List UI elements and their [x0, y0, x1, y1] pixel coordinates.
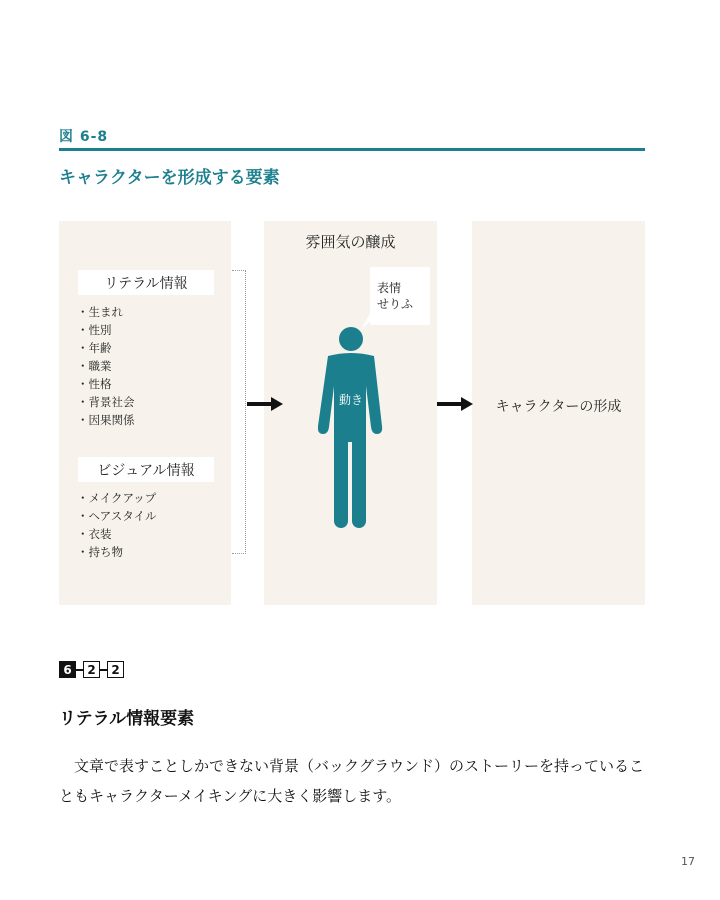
character-formation-label: キャラクターの形成	[495, 399, 622, 415]
section-number	[59, 661, 124, 678]
list-item: ・職業	[77, 359, 112, 373]
literal-list	[77, 303, 135, 429]
atmosphere-title: 雰囲気の醸成	[305, 233, 396, 251]
section-number-dash	[76, 669, 83, 671]
section-number-dash	[100, 669, 107, 671]
figure-title: キャラクターを形成する要素	[59, 168, 280, 188]
bubble-line-dialogue: せりふ	[377, 297, 414, 311]
list-item: ・性別	[77, 323, 112, 337]
figure-divider	[59, 148, 645, 151]
section-title: リテラル情報要素	[59, 709, 195, 729]
list-item: ・持ち物	[77, 545, 123, 559]
list-item: ・背景社会	[77, 395, 135, 409]
list-item: ・衣装	[77, 527, 112, 541]
arrow-right-icon	[247, 397, 283, 411]
visual-list	[77, 489, 156, 561]
body-paragraph: 文章で表すことしかできない背景（バックグラウンド）のストーリーを持っていることもキャラクターメイキングに大きく影響します。	[59, 757, 645, 805]
movement-label: 動き	[338, 393, 363, 407]
arrow-right-icon	[437, 397, 473, 411]
list-item: ・生まれ	[77, 305, 123, 319]
list-item: ・メイクアップ	[77, 491, 157, 505]
section-number-mid: 2	[83, 661, 100, 678]
page-number: 17	[681, 855, 695, 868]
literal-heading: リテラル情報	[78, 270, 214, 295]
visual-heading: ビジュアル情報	[78, 457, 214, 482]
section-number-major: 6	[59, 661, 76, 678]
person-icon	[318, 324, 384, 530]
figure-number: 図 6-8	[59, 129, 109, 145]
list-item: ・性格	[77, 377, 112, 391]
bubble-text	[377, 280, 413, 312]
list-item: ・年齢	[77, 341, 112, 355]
section-number-minor: 2	[107, 661, 124, 678]
list-item: ・因果関係	[77, 413, 135, 427]
dotted-bracket	[232, 270, 246, 554]
bubble-line-expression: 表情	[377, 281, 402, 295]
list-item: ・ヘアスタイル	[77, 509, 157, 523]
